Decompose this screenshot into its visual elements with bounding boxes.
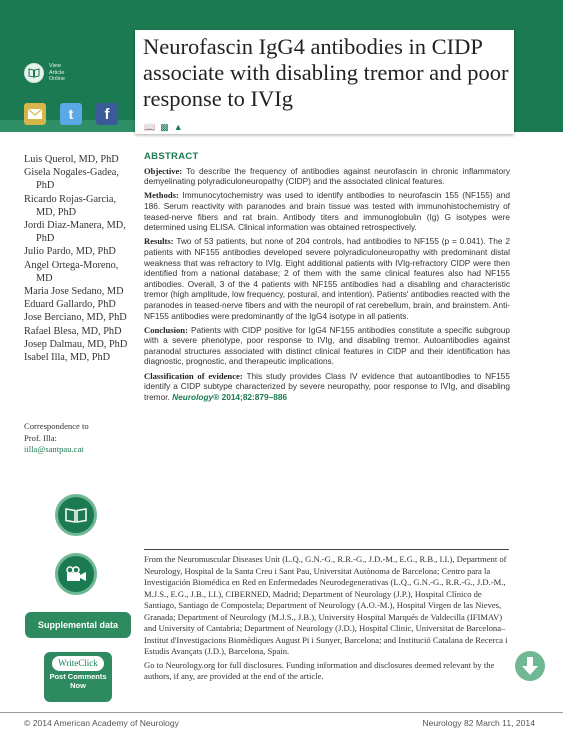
abstract-results: Results: Two of 53 patients, but none of 204 controls, had antibodies to NF155 (p = 0.041). The 2 patients with NF155 antibodies developed severe polyradiculoneuropathy with predominant distal weakness that was refractory to IVIg. Eight additional patients with IVIg-refractory CIDP were then identified from a national database; 2 of them with the same clinical features also had NF155 antibodies. Overall, 3 of the 4 patients with NF155 antibodies had a disabling and characteristic tremor (high amplitude, low frequency, postural, and intention). Patients' antibodies reacted with the paranodes in teased-nerve fibers and with the neuropil of rat cerebellum, brain, and brainstem. Anti-NF155 antibodies were predominantly of the IgG4 isotype in all patients.	[144, 236, 511, 321]
post-comments-button[interactable]	[44, 652, 112, 702]
book-icon	[65, 507, 87, 523]
correspondence-label: Correspondence to	[24, 421, 89, 431]
author: Rafael Blesa, MD, PhD	[24, 325, 122, 337]
book-icon: 📖	[144, 122, 156, 132]
video-icon: ▩	[160, 122, 169, 132]
email-icon	[28, 109, 42, 119]
facebook-icon: f	[104, 105, 110, 123]
video-icon	[65, 566, 87, 582]
abstract-methods: Methods: Immunocytochemistry was used to identify antibodies to neurofascin 155 (NF155) and 186. Serum reactivity with paranodes and brain tissue was tested with immunohistochemistry of teased-nerve fibers and rat brain. Antibody titers and immunoglobulin (Ig) G isotypes were determined using ELISA. Clinical information was obtained retrospectively.	[144, 190, 510, 233]
footer-journal-info: Neurology 82 March 11, 2014	[422, 718, 535, 728]
writeclick-logo: WriteClick	[52, 656, 104, 671]
author: Maria Jose Sedano, MD	[24, 286, 124, 298]
book-icon	[24, 63, 44, 83]
share-buttons	[24, 103, 118, 125]
email-share-button[interactable]	[24, 103, 46, 125]
abstract-conclusion: Conclusion: Patients with CIDP positive for IgG4 NF155 antibodies constitute a specific subgroup with a severe phenotype, poor response to IVIg, and disabling tremor. Autoantibodies against paranodal structures associated with distinct clinical features in CIDP and their identification has diagnostic, prognostic, and therapeutic implications.	[144, 324, 510, 367]
video-button[interactable]	[55, 553, 97, 595]
footer-divider	[0, 712, 563, 713]
view-article-online-button[interactable]	[24, 63, 65, 83]
down-arrow-icon	[522, 657, 538, 675]
next-page-button[interactable]	[515, 651, 545, 681]
abstract-objective: Objective: To describe the frequency of antibodies against neurofascin in chronic inflammatory demyelinating polyradiculoneuropathy (CIDP) and the associated clinical features.	[144, 165, 510, 187]
abstract-classification: Classification of evidence: This study provides Class IV evidence that autoantibodies to NF155 identify a CIDP subtype characterized by severe neuropathy, poor response to IVIg, and disabling tremor. Neurology® 2014;82:879–886	[144, 370, 510, 402]
author: Gisela Nogales-Gadea, PhD	[24, 167, 119, 192]
correspondence	[24, 421, 136, 456]
twitter-share-button[interactable]	[60, 103, 82, 125]
author: Eduard Gallardo, PhD	[24, 299, 116, 311]
header-right-band	[514, 0, 563, 132]
author: Angel Ortega-Moreno, MD	[24, 259, 119, 284]
class-evidence-icon: ▲	[173, 122, 183, 132]
citation-reference: 2014;82:879–886	[221, 391, 288, 402]
disclosures-text: Go to Neurology.org for full disclosures. Funding information and disclosures deemed relevant by the authors, if any, are provided at the end of the article.	[144, 659, 495, 681]
author-list	[24, 153, 136, 364]
article-feature-icons	[144, 123, 183, 132]
correspondence-email-link[interactable]: iilla@santpau.cat	[24, 444, 84, 454]
author: Julio Pardo, MD, PhD	[24, 246, 116, 258]
citation-journal: Neurology	[172, 391, 214, 402]
view-online-label: View Article Online	[49, 63, 65, 83]
author: Jose Berciano, MD, PhD	[24, 312, 127, 324]
author: Josep Dalmau, MD, PhD	[24, 338, 128, 350]
post-comments-label: Post Comments	[49, 672, 107, 681]
twitter-icon: t	[68, 106, 74, 122]
abstract-heading: ABSTRACT	[144, 151, 199, 162]
affiliations-divider	[144, 549, 509, 550]
affiliations	[144, 554, 510, 685]
abstract	[144, 152, 510, 406]
facebook-share-button[interactable]	[96, 103, 118, 125]
author: Luis Querol, MD, PhD	[24, 154, 119, 165]
correspondence-name: Prof. Illa:	[24, 432, 57, 443]
read-article-button[interactable]	[55, 494, 97, 536]
title-card	[135, 30, 514, 134]
article-title: Neurofascin IgG4 antibodies in CIDP associate with disabling tremor and poor response to IVIg	[143, 34, 509, 111]
footer-copyright: © 2014 American Academy of Neurology	[24, 718, 179, 728]
author: Isabel Illa, MD, PhD	[24, 352, 111, 364]
author: Jordi Diaz-Manera, MD, PhD	[24, 220, 126, 245]
supplemental-data-button[interactable]: Supplemental data	[25, 612, 131, 638]
affiliations-text: From the Neuromuscular Diseases Unit (L.Q., G.N.-G., R.R.-G., J.D.-M., E.G., R.B., I.I.), Department of Neurology, Hospital de la Santa Creu i Sant Pau, Universitat Autònoma de Barcelona; Centro para la Investigación Biomédica en Red en Enfermedades Neurodegenerativas (L.Q., G.N.-G., R.R.-G., J.D.-M., M.J.S., E.G., J.B., I.I.), CIBERNED, Madrid; Department of Neurology (J.P.), Hospital Clínico de Santiago, Santiago de Compostela; Department of Neurology (A.O.-M.), Hospital Virgen de las Nieves, Granada; Department of Neurology (M.J.S., J.B.), University Hospital Marqués de Valdecilla (IFIMAV) and University of Cantabria; Department of Neurology (J.D.), Hospital Clinic, Universitat de Barcelona–Institut d'Investigacions Biomèdiques August Pi i Sunyer, Barcelona; and Institució Catalana de Recerca i Estudis Avançats (J.D.), Barcelona, Spain.	[144, 554, 508, 656]
author: Ricardo Rojas-Garcia, MD, PhD	[24, 193, 117, 218]
post-comments-now: Now	[70, 680, 86, 690]
